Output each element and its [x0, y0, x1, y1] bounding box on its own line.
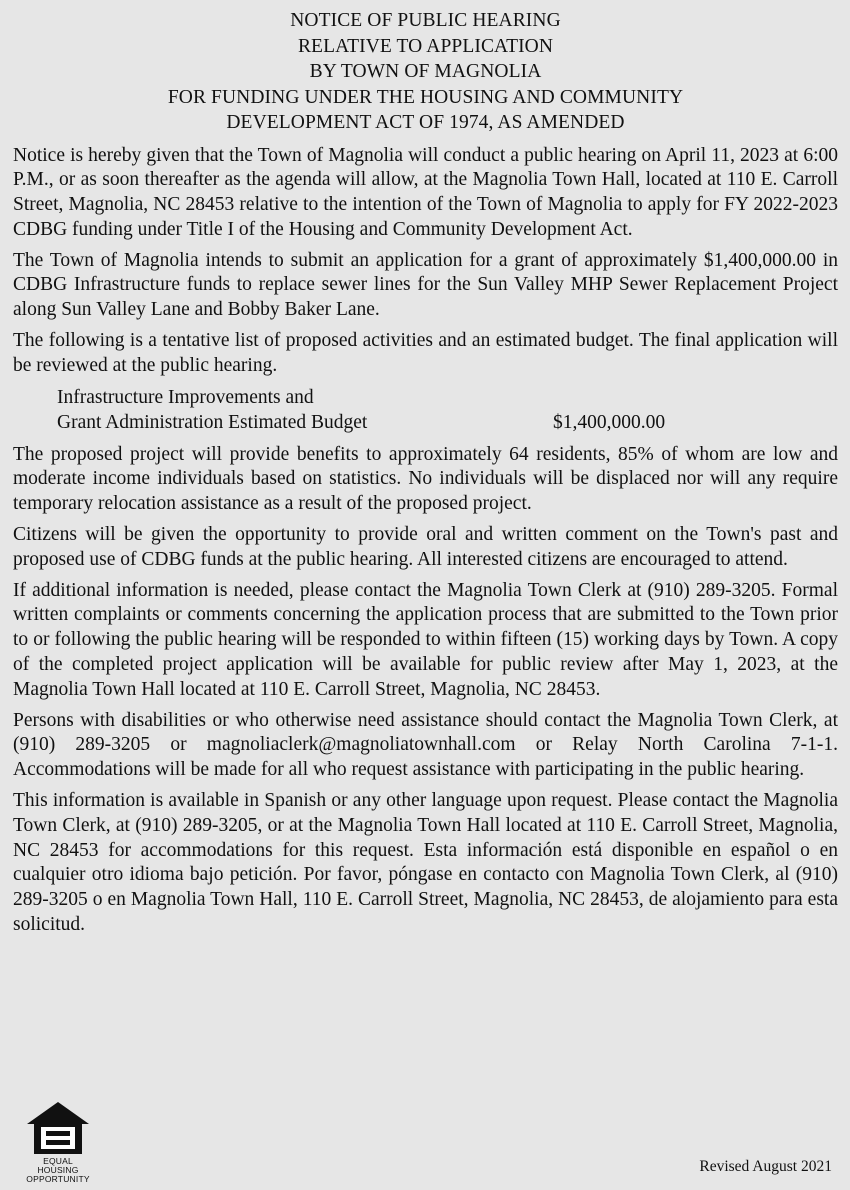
budget-amount: $1,400,000.00: [553, 411, 666, 433]
paragraph-disabilities: Persons with disabilities or who otherwise need assistance should contact the Magnolia Town Clerk, at (910) 289-3205 or magnoliaclerk@magnoliatownhall.com or Relay North Carolina 7-1-1. Accommodations will be made for all who request assistance with participating in the public hearing.: [13, 709, 838, 781]
equal-housing-logo: [24, 1100, 92, 1184]
title-line-5: DEVELOPMENT ACT OF 1974, AS AMENDED: [226, 112, 625, 133]
equal-housing-text: [24, 1157, 92, 1184]
paragraph-additional-info: If additional information is needed, please contact the Magnolia Town Clerk at (910) 289-3205. Formal written complaints or comments concerning the application process that are submitted to the Town prior to or following the public hearing will be responded to within fifteen (15) working days by Town. A copy of the completed project application will be available for public review after May 1, 2023, at the Magnolia Town Hall located at 110 E. Carroll Street, Magnolia, NC 28453.: [13, 579, 838, 700]
budget-label-line-2: Grant Administration Estimated Budget: [57, 411, 368, 433]
budget-row-2: [57, 410, 838, 435]
title-line-1: NOTICE OF PUBLIC HEARING: [290, 10, 561, 31]
equal-housing-house-icon: [25, 1100, 91, 1156]
notice-title: [13, 8, 838, 136]
title-line-4: FOR FUNDING UNDER THE HOUSING AND COMMUNITY: [167, 86, 684, 108]
budget-table: [57, 385, 838, 435]
paragraph-budget-intro: The following is a tentative list of proposed activities and an estimated budget. The final application will be reviewed at the public hearing.: [13, 330, 838, 376]
revised-date: Revised August 2021: [699, 1158, 832, 1175]
budget-label-line-1: Infrastructure Improvements and: [57, 386, 314, 408]
paragraph-citizen-comment: Citizens will be given the opportunity to provide oral and written comment on the Town's past and proposed use of CDBG funds at the public hearing. All interested citizens are encouraged to attend.: [13, 524, 838, 570]
footer: [0, 1098, 850, 1190]
budget-row-1: [57, 385, 838, 410]
equal-housing-text-line-1: EQUAL HOUSING: [37, 1156, 79, 1175]
paragraph-hearing-notice: Notice is hereby given that the Town of Magnolia will conduct a public hearing on April 11, 2023 at 6:00 P.M., or as soon thereafter as the agenda will allow, at the Magnolia Town Hall, located at 110 E. Carroll Street, Magnolia, NC 28453 relative to the intention of the Town of Magnolia to apply for FY 2022-2023 CDBG funding under Title I of the Housing and Community Development Act.: [13, 144, 838, 240]
paragraph-benefits: The proposed project will provide benefits to approximately 64 residents, 85% of whom are low and moderate income individuals based on statistics. No individuals will be displaced nor will any require temporary relocation assistance as a result of the proposed project.: [13, 443, 838, 515]
title-line-2: RELATIVE TO APPLICATION: [297, 35, 554, 57]
title-line-3: BY TOWN OF MAGNOLIA: [309, 61, 542, 82]
paragraph-spanish-info: This information is available in Spanish or any other language upon request. Please contact the Magnolia Town Clerk, at (910) 289-3205, or at the Magnolia Town Hall located at 110 E. Carroll Street, Magnolia, NC 28453 for accommodations for this request. Esta información está disponible en español o en cualquier otro idioma bajo petición. Por favor, póngase en contacto con Magnolia Town Clerk, al (910) 289-3205 o en Magnolia Town Hall, 110 E. Carroll Street, Magnolia, NC 28453, de alojamiento para esta solicitud.: [13, 790, 838, 936]
paragraph-grant-intent: The Town of Magnolia intends to submit an application for a grant of approximately $1,400,000.00 in CDBG Infrastructure funds to replace sewer lines for the Sun Valley MHP Sewer Replacement Project along Sun Valley Lane and Bobby Baker Lane.: [13, 249, 838, 321]
equal-housing-text-line-2: OPPORTUNITY: [26, 1174, 90, 1184]
